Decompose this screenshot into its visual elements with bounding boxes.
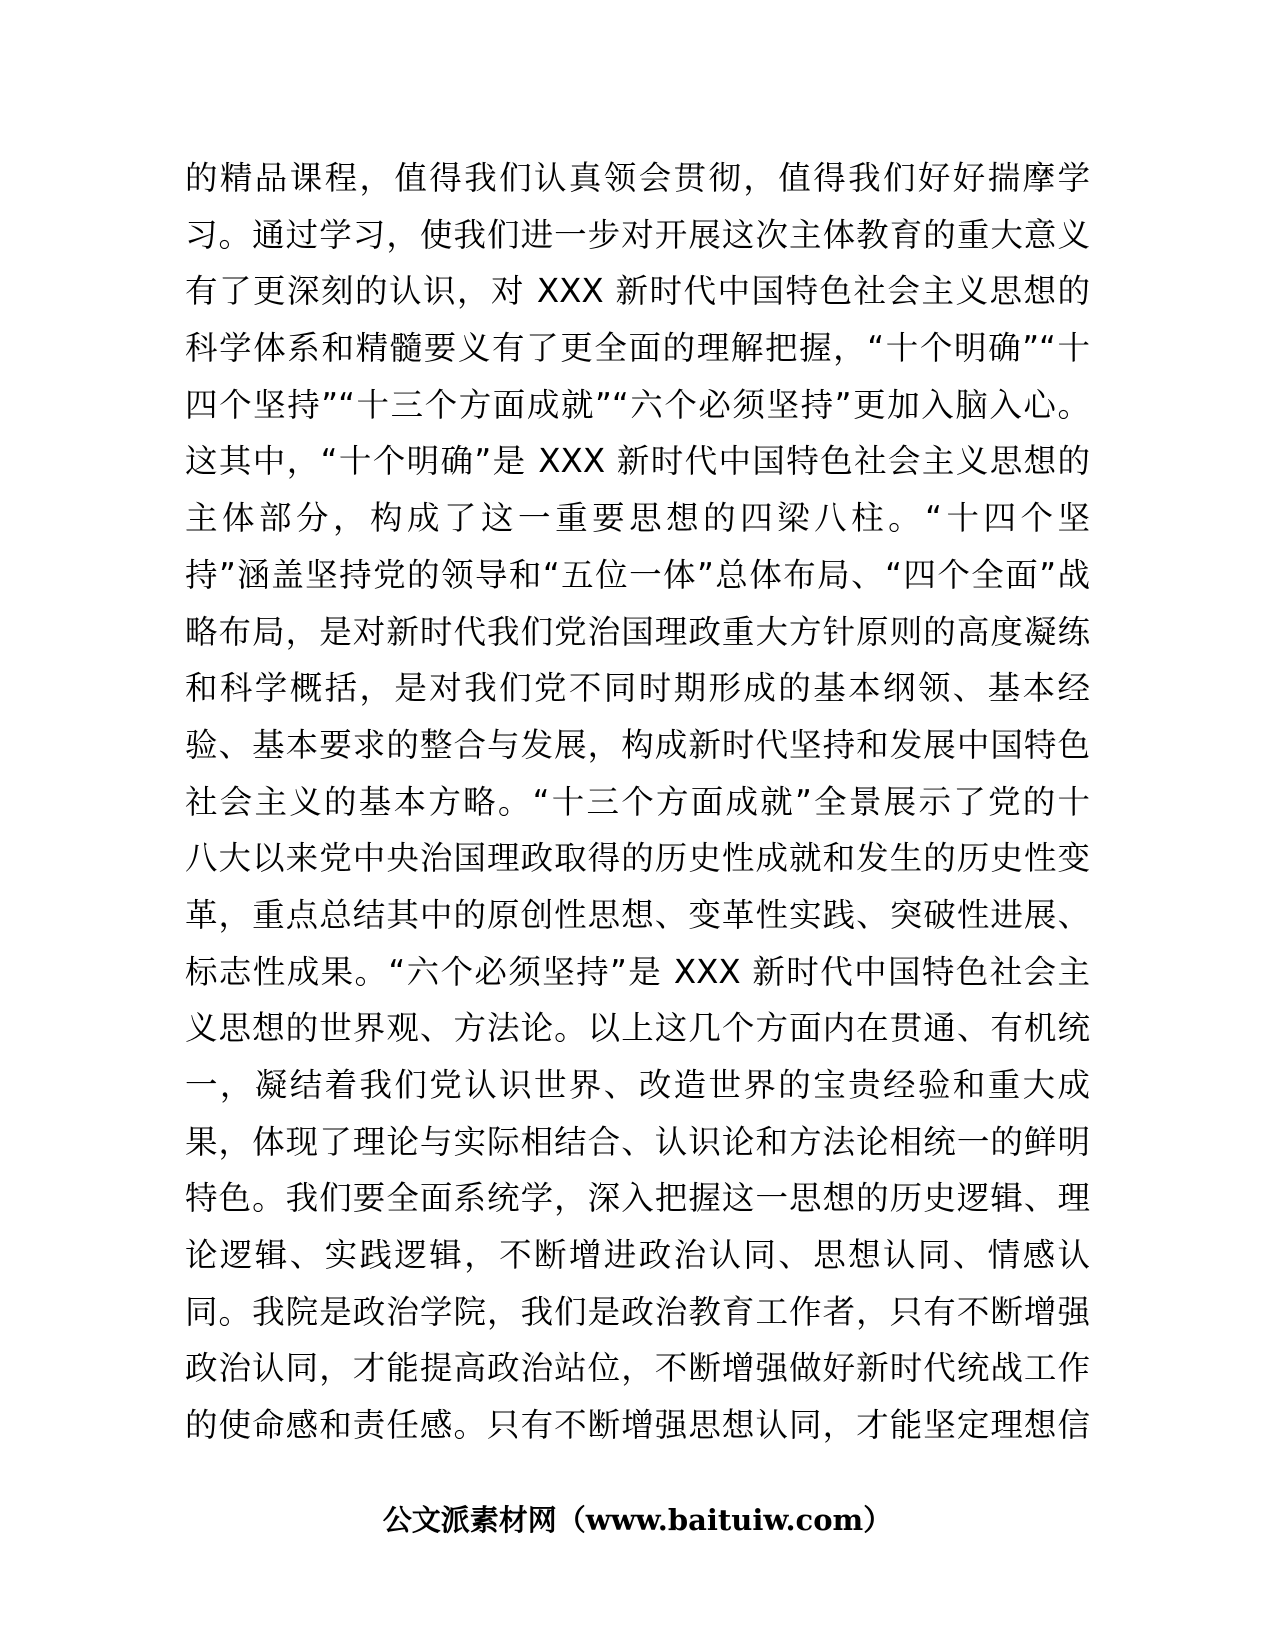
text-line: 四个坚持”“十三个方面成就”“六个必须坚持”更加入脑入心。 bbox=[185, 385, 1090, 424]
text-line: 政治认同，才能提高政治站位，不断增强做好新时代统战工作 bbox=[185, 1349, 1090, 1388]
text-line: 验、基本要求的整合与发展，构成新时代坚持和发展中国特色 bbox=[185, 725, 1090, 764]
text-line: 主体部分，构成了这一重要思想的四梁八柱。“十四个坚 bbox=[185, 499, 1090, 538]
text-line: 革，重点总结其中的原创性思想、变革性实践、突破性进展、 bbox=[185, 895, 1090, 934]
text-line: 持”涵盖坚持党的领导和“五位一体”总体布局、“四个全面”战 bbox=[185, 555, 1090, 594]
text-line: 特色。我们要全面系统学，深入把握这一思想的历史逻辑、理 bbox=[185, 1179, 1090, 1218]
text-line: 八大以来党中央治国理政取得的历史性成就和发生的历史性变 bbox=[185, 839, 1090, 878]
text-line: 这其中，“十个明确”是 XXX 新时代中国特色社会主义思想的 bbox=[185, 442, 1090, 481]
text-line: 科学体系和精髓要义有了更全面的理解把握，“十个明确”“十 bbox=[185, 329, 1090, 368]
page-footer: 公文派素材网（www.baituiw.com） bbox=[382, 1503, 893, 1537]
text-line: 的使命感和责任感。只有不断增强思想认同，才能坚定理想信 bbox=[185, 1406, 1090, 1445]
text-line: 论逻辑、实践逻辑，不断增进政治认同、思想认同、情感认 bbox=[185, 1236, 1090, 1275]
text-line: 有了更深刻的认识，对 XXX 新时代中国特色社会主义思想的 bbox=[185, 272, 1090, 311]
text-line: 习。通过学习，使我们进一步对开展这次主体教育的重大意义 bbox=[185, 215, 1090, 254]
text-line: 同。我院是政治学院，我们是政治教育工作者，只有不断增强 bbox=[185, 1292, 1090, 1331]
text-line: 标志性成果。“六个必须坚持”是 XXX 新时代中国特色社会主 bbox=[185, 952, 1090, 991]
text-line: 义思想的世界观、方法论。以上这几个方面内在贯通、有机统 bbox=[185, 1009, 1090, 1048]
text-line: 略布局，是对新时代我们党治国理政重大方针原则的高度凝练 bbox=[185, 612, 1090, 651]
text-line: 社会主义的基本方略。“十三个方面成就”全景展示了党的十 bbox=[185, 782, 1090, 821]
body-text bbox=[185, 150, 1090, 1454]
text-line: 果，体现了理论与实际相结合、认识论和方法论相统一的鲜明 bbox=[185, 1122, 1090, 1161]
text-line: 和科学概括，是对我们党不同时期形成的基本纲领、基本经 bbox=[185, 669, 1090, 708]
text-line: 的精品课程，值得我们认真领会贯彻，值得我们好好揣摩学 bbox=[185, 159, 1090, 197]
text-line: 一，凝结着我们党认识世界、改造世界的宝贵经验和重大成 bbox=[185, 1066, 1090, 1104]
